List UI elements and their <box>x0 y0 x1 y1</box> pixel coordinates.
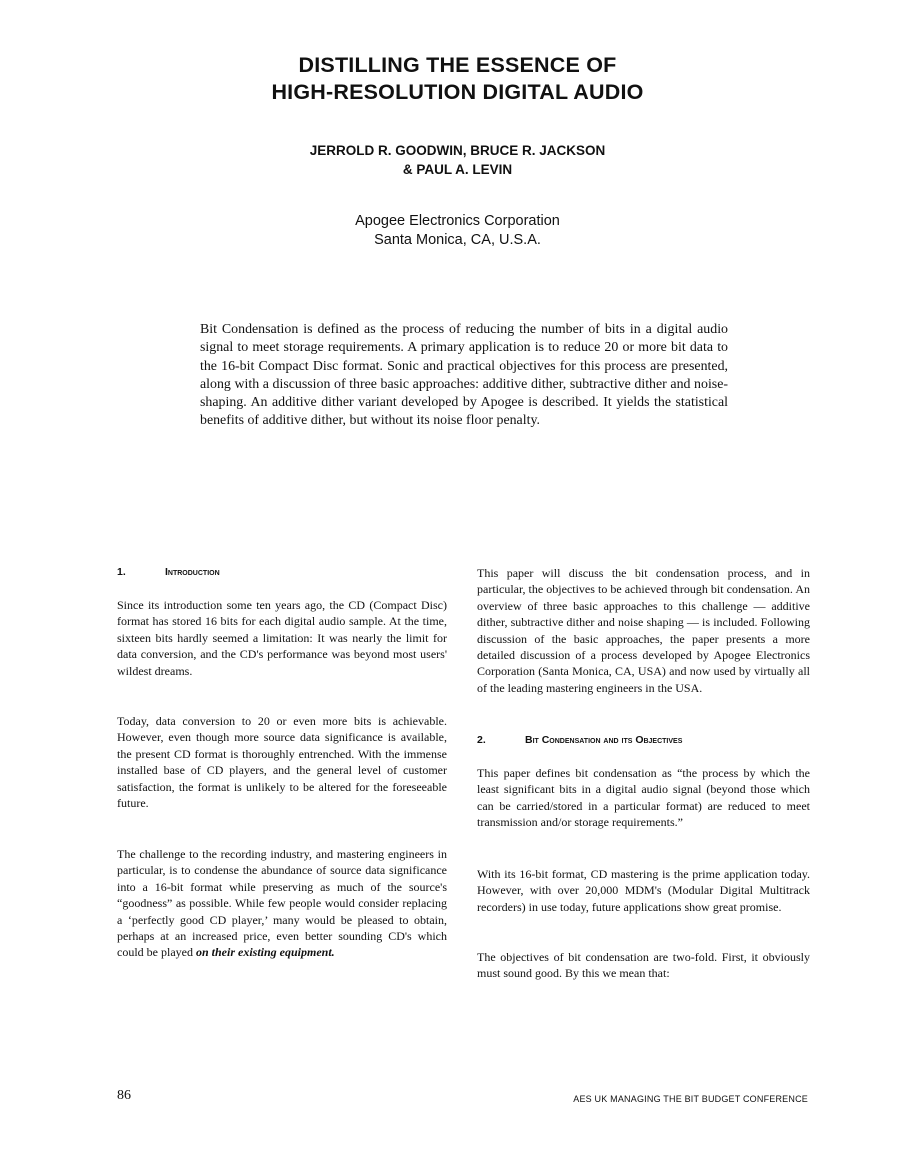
right-paragraph-1 <box>477 565 810 696</box>
section-1-heading <box>117 565 447 579</box>
intro-paragraph-1-text: Since its introduction some ten years ago, the CD (Compact Disc) format has stored 16 bits for each digital audio sample. At the time, sixteen bits hardly seemed a limitation: It was nearly the limit for data conversion, and the CD's performance was beyond most users' wildest dreams. <box>117 598 447 678</box>
affiliation <box>0 212 915 250</box>
abstract: Bit Condensation is defined as the process of reducing the number of bits in a digital audio signal to meet storage requirements. A primary application is to reduce 20 or more bit data to the 16-bit Compact Disc format. Sonic and practical objectives for this process are presented, along with a discussion of three basic approaches: additive dither, subtractive dither and noise-shaping. An additive dither variant developed by Apogee is described. It yields the statistical benefits of additive dither, but without its noise floor penalty. <box>200 322 728 429</box>
section-2-heading <box>477 733 810 747</box>
right-paragraph-4-text: The objectives of bit condensation are two-fold. First, it obviously must sound good. By this we mean that: <box>477 950 810 981</box>
right-paragraph-3-text: With its 16-bit format, CD mastering is the prime application today. However, with over 20,000 MDM's (Modular Digital Multitrack recorders) in use today, future applications show great promise. <box>477 867 810 914</box>
right-paragraph-2-text: This paper defines bit condensation as “the process by which the least significant bits in a digital audio signal (beyond those which can be carried/stored in a particular format) are reduced to meet transmission and/or storage requirements.” <box>477 766 810 830</box>
conference-footer: AES UK MANAGING THE BIT BUDGET CONFERENCE <box>573 1094 808 1104</box>
page-number: 86 <box>117 1088 131 1103</box>
paper-title <box>0 52 915 106</box>
right-paragraph-1-text: This paper will discuss the bit condensation process, and in particular, the objectives to be achieved through bit condensation. An overview of three basic approaches to this challenge — additive dither, subtractive dither and noise shaping — is included. Following discussion of the basic approaches, the paper presents a more detailed discussion of a process developed by Apogee Electronics Corporation (Santa Monica, CA, USA) and now used by virtually all of the leading mastering engineers in the USA. <box>477 566 810 695</box>
right-paragraph-4 <box>477 949 810 982</box>
section-2-number: 2. <box>477 734 486 746</box>
intro-paragraph-3-emphasis: on their existing equipment. <box>195 945 335 960</box>
intro-paragraph-2 <box>117 713 447 811</box>
affiliation-location: Santa Monica, CA, U.S.A. <box>374 232 541 248</box>
authors <box>0 141 915 179</box>
title-line-1: DISTILLING THE ESSENCE OF <box>298 53 617 77</box>
section-1-title: Introduction <box>165 566 220 578</box>
authors-line-1: JERROLD R. GOODWIN, BRUCE R. JACKSON <box>309 143 606 158</box>
right-paragraph-2 <box>477 765 810 831</box>
title-line-2: HIGH-RESOLUTION DIGITAL AUDIO <box>271 80 644 104</box>
authors-line-2: & PAUL A. LEVIN <box>402 162 513 177</box>
intro-paragraph-2-text: Today, data conversion to 20 or even more bits is achievable. However, even though more source data significance is available, the present CD format is thoroughly entrenched. With the immense installed base of CD players, and the general level of customer satisfaction, the format is unlikely to be altered for the foreseeable future. <box>117 714 447 811</box>
right-paragraph-3 <box>477 866 810 915</box>
section-1-number: 1. <box>117 566 126 578</box>
intro-paragraph-3-text: The challenge to the recording industry, and mastering engineers in particular, is to condense the abundance of source data significance into a 16-bit format while preserving as much of the source's “goodness” as possible. While few people would consider replacing a ‘perfectly good CD player,’ many would be pleased to obtain, perhaps at an increased price, even better sounding CD's which could be played <box>117 847 447 960</box>
intro-paragraph-1 <box>117 597 447 679</box>
section-2-title: Bit Condensation and its Objectives <box>525 734 683 746</box>
affiliation-org: Apogee Electronics Corporation <box>355 213 560 229</box>
intro-paragraph-3 <box>117 846 447 961</box>
